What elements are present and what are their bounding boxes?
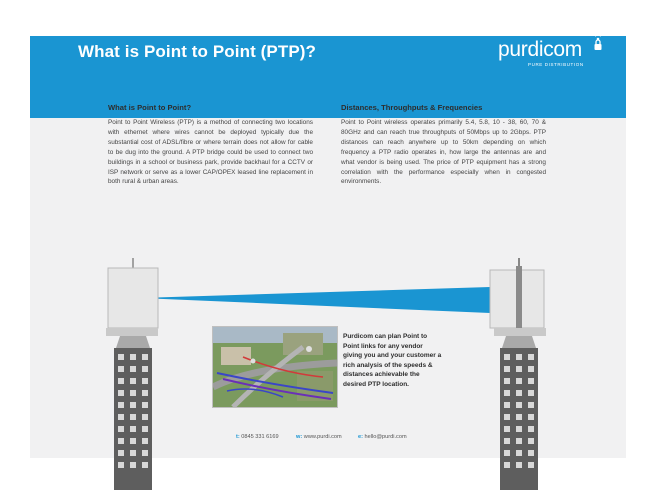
footer-website[interactable]: w: www.purdi.com: [296, 434, 342, 440]
left-body: Point to Point Wireless (PTP) is a method of connecting two locations with ethernet where wires cannot be deployed typically due the substantial cost of ADSL/fibre or where terrain does not allow for cable to be dug into the ground. A PTP bridge could be used to connect two buildings in a school or business park, provide backhaul for a CCTV or ISP network or serve as a lower CAP/OPEX leased line replacement in both rural & urban areas.: [108, 119, 313, 186]
right-heading: Distances, Throughputs & Frequencies: [341, 103, 483, 112]
footer-phone: t: 0845 331 6169: [236, 434, 279, 440]
email-link[interactable]: hello@purdi.com: [364, 434, 407, 440]
page-title: What is Point to Point (PTP)?: [78, 42, 317, 61]
map-photo: [212, 326, 338, 408]
antenna-dish-icon: [108, 268, 158, 328]
callout-text: Purdicom can plan Point to Point links for any vendor giving you and your customer a rich analysis of the speeds & distances achievable the desired PTP location.: [343, 333, 442, 388]
footer-email[interactable]: e: hello@purdi.com: [358, 434, 407, 440]
logo-word: purdicom: [498, 38, 582, 61]
phone-number: 0845 331 6169: [241, 434, 279, 440]
logo-tagline: PURE DISTRIBUTION: [528, 62, 584, 67]
right-body: Point to Point wireless operates primarily 5.4, 5.8, 10 - 38, 60, 70 & 80GHz and can reach true throughputs of 50Mbps up to 2Gbps. PTP distances can reach anywhere up to 50km depending on which frequency a PTP radio operates in, how large the antennas are and what vendor is being used. The price of PTP equipment has a strong correlation with the performance especially when in congested environments.: [341, 119, 546, 186]
website-link[interactable]: www.purdi.com: [303, 434, 342, 440]
left-heading: What is Point to Point?: [108, 103, 192, 112]
right-building-icon: [484, 258, 554, 490]
left-building-icon: [100, 258, 170, 490]
